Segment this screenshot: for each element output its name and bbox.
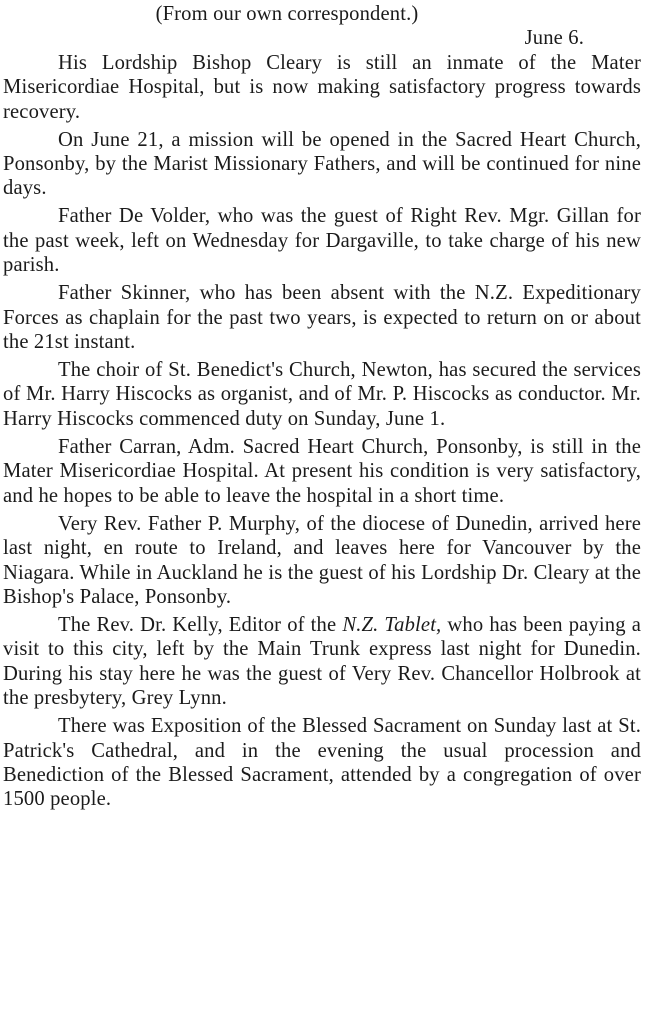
- paragraph-dr-kelly-after: who has been paying a visit to this city, left by the Main Trunk express last night for Dunedin. During his stay here he was the guest of Very Rev. Chancellor Holbrook at the presbytery, Grey Lynn.: [3, 613, 642, 710]
- tablet-title: N.Z. Tablet,: [342, 613, 442, 636]
- paragraph-dr-kelly-before: The Rev. Dr. Kelly, Editor of the: [58, 613, 343, 636]
- paragraph-dr-kelly: [3, 613, 641, 711]
- dateline: June 6.: [524, 27, 584, 50]
- paragraph-mission: On June 21, a mission will be opened in the Sacred Heart Church, Ponsonby, by the Marist Missionary Fathers, and will be continued for nine days.: [3, 128, 641, 200]
- paragraph-st-benedicts-choir: The choir of St. Benedict's Church, Newton, has secured the services of Mr. Harry Hiscocks as organist, and of Mr. P. Hiscocks as conductor. Mr. Harry Hiscocks commenced duty on Sunday, June 1.: [3, 359, 641, 430]
- paragraph-exposition: There was Exposition of the Blessed Sacrament on Sunday last at St. Patrick's Cathedral, and in the evening the usual procession and Benediction of the Blessed Sacrament, attended by a congregation of over 1500 people.: [3, 715, 641, 811]
- byline: (From our own correspondent.): [155, 3, 419, 25]
- paragraph-bishop-cleary: His Lordship Bishop Cleary is still an inmate of the Mater Misericordiae Hospital, but is now making satisfactory progress towards recovery.: [3, 51, 641, 123]
- paragraph-father-skinner: Father Skinner, who has been absent with the N.Z. Expeditionary Forces as chaplain for the past two years, is expected to return on or about the 21st instant.: [3, 282, 641, 354]
- paragraph-father-murphy: Very Rev. Father P. Murphy, of the diocese of Dunedin, arrived here last night, en route to Ireland, and leaves here for Vancouver by the Niagara. While in Auckland he is the guest of his Lordship Dr. Cleary at the Bishop's Palace, Ponsonby.: [3, 512, 641, 608]
- paragraph-father-carran: Father Carran, Adm. Sacred Heart Church, Ponsonby, is still in the Mater Misericordiae Hospital. At present his condition is very satisfactory, and he hopes to be able to leave the hospital in a short time.: [3, 435, 641, 507]
- paragraph-father-de-volder: Father De Volder, who was the guest of Right Rev. Mgr. Gillan for the past week, left on Wednesday for Dargaville, to take charge of his new parish.: [3, 205, 641, 277]
